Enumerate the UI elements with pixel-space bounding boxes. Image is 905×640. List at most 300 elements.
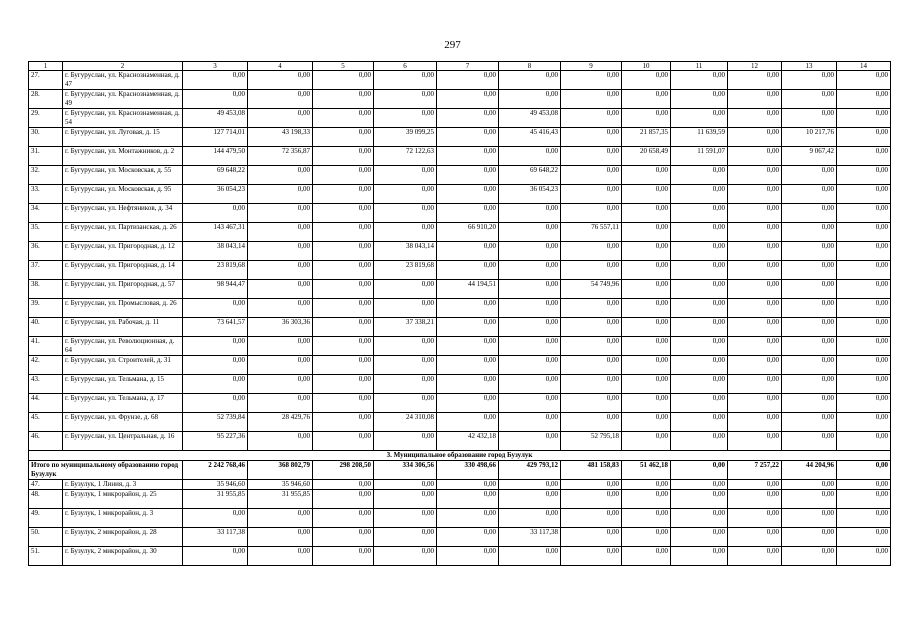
row-number: 40. <box>29 318 63 337</box>
value-cell: 0,00 <box>248 261 313 280</box>
value-cell: 0,00 <box>499 432 561 451</box>
column-number: 6 <box>374 62 437 71</box>
row-number: 39. <box>29 299 63 318</box>
value-cell: 44 194,51 <box>437 280 499 299</box>
value-cell: 0,00 <box>499 480 561 490</box>
value-cell: 0,00 <box>437 71 499 90</box>
value-cell: 0,00 <box>728 547 782 566</box>
value-cell: 0,00 <box>561 480 622 490</box>
value-cell: 0,00 <box>561 547 622 566</box>
address-cell: г. Бугуруслан, ул. Московская, д. 55 <box>63 166 183 185</box>
row-number: 30. <box>29 128 63 147</box>
value-cell: 0,00 <box>561 71 622 90</box>
value-cell: 0,00 <box>671 280 728 299</box>
value-cell: 0,00 <box>837 147 891 166</box>
value-cell: 0,00 <box>437 413 499 432</box>
value-cell: 0,00 <box>561 90 622 109</box>
value-cell: 0,00 <box>622 166 671 185</box>
value-cell: 0,00 <box>313 432 374 451</box>
value-cell: 0,00 <box>248 242 313 261</box>
address-cell: г. Бугуруслан, ул. Строителей, д. 31 <box>63 356 183 375</box>
value-cell: 0,00 <box>671 261 728 280</box>
value-cell: 143 467,31 <box>183 223 248 242</box>
value-cell: 0,00 <box>183 509 248 528</box>
value-cell: 0,00 <box>561 337 622 356</box>
table-row <box>29 490 891 509</box>
value-cell: 0,00 <box>782 413 837 432</box>
value-cell: 0,00 <box>561 356 622 375</box>
row-number: 28. <box>29 90 63 109</box>
address-cell: г. Бугуруслан, ул. Пригородная, д. 12 <box>63 242 183 261</box>
value-cell: 0,00 <box>728 204 782 223</box>
value-cell: 20 658,49 <box>622 147 671 166</box>
value-cell: 0,00 <box>782 261 837 280</box>
value-cell: 0,00 <box>313 318 374 337</box>
total-value: 298 208,50 <box>313 461 374 480</box>
value-cell: 0,00 <box>622 480 671 490</box>
table-row <box>29 337 891 356</box>
address-cell: г. Бугуруслан, ул. Луговая, д. 15 <box>63 128 183 147</box>
row-number: 34. <box>29 204 63 223</box>
row-number: 45. <box>29 413 63 432</box>
address-cell: г. Бугуруслан, ул. Партизанская, д. 26 <box>63 223 183 242</box>
value-cell: 0,00 <box>499 90 561 109</box>
value-cell: 0,00 <box>671 509 728 528</box>
value-cell: 0,00 <box>561 261 622 280</box>
value-cell: 0,00 <box>728 528 782 547</box>
value-cell: 0,00 <box>622 318 671 337</box>
value-cell: 0,00 <box>374 71 437 90</box>
value-cell: 0,00 <box>782 528 837 547</box>
value-cell: 0,00 <box>728 413 782 432</box>
row-number: 43. <box>29 375 63 394</box>
value-cell: 0,00 <box>499 280 561 299</box>
value-cell: 31 955,85 <box>183 490 248 509</box>
value-cell: 0,00 <box>837 223 891 242</box>
value-cell: 0,00 <box>782 490 837 509</box>
value-cell: 0,00 <box>622 90 671 109</box>
value-cell: 0,00 <box>728 394 782 413</box>
value-cell: 0,00 <box>671 356 728 375</box>
value-cell: 0,00 <box>248 547 313 566</box>
column-number: 13 <box>782 62 837 71</box>
value-cell: 0,00 <box>622 375 671 394</box>
value-cell: 0,00 <box>561 242 622 261</box>
value-cell: 0,00 <box>313 394 374 413</box>
value-cell: 0,00 <box>248 337 313 356</box>
column-number: 4 <box>248 62 313 71</box>
value-cell: 0,00 <box>728 280 782 299</box>
column-number: 7 <box>437 62 499 71</box>
value-cell: 0,00 <box>313 166 374 185</box>
value-cell: 0,00 <box>374 509 437 528</box>
value-cell: 0,00 <box>671 185 728 204</box>
value-cell: 0,00 <box>248 375 313 394</box>
value-cell: 0,00 <box>782 109 837 128</box>
value-cell: 0,00 <box>728 490 782 509</box>
value-cell: 72 122,63 <box>374 147 437 166</box>
value-cell: 33 117,38 <box>183 528 248 547</box>
value-cell: 0,00 <box>622 185 671 204</box>
address-cell: г. Бугуруслан, ул. Фрунзе, д. 68 <box>63 413 183 432</box>
value-cell: 0,00 <box>183 90 248 109</box>
value-cell: 0,00 <box>499 71 561 90</box>
value-cell: 0,00 <box>622 413 671 432</box>
value-cell: 0,00 <box>728 147 782 166</box>
value-cell: 0,00 <box>622 394 671 413</box>
value-cell: 0,00 <box>499 394 561 413</box>
value-cell: 0,00 <box>622 71 671 90</box>
value-cell: 0,00 <box>782 337 837 356</box>
value-cell: 0,00 <box>837 280 891 299</box>
value-cell: 0,00 <box>437 204 499 223</box>
table-row <box>29 528 891 547</box>
value-cell: 0,00 <box>313 509 374 528</box>
value-cell: 0,00 <box>374 185 437 204</box>
value-cell: 36 303,36 <box>248 318 313 337</box>
value-cell: 0,00 <box>671 547 728 566</box>
value-cell: 0,00 <box>782 356 837 375</box>
value-cell: 66 910,20 <box>437 223 499 242</box>
value-cell: 0,00 <box>561 128 622 147</box>
value-cell: 0,00 <box>248 204 313 223</box>
total-value: 44 204,96 <box>782 461 837 480</box>
address-cell: г. Бугуруслан, ул. Революционная, д. 64 <box>63 337 183 356</box>
value-cell: 0,00 <box>728 432 782 451</box>
value-cell: 43 198,33 <box>248 128 313 147</box>
value-cell: 0,00 <box>313 109 374 128</box>
value-cell: 0,00 <box>313 528 374 547</box>
value-cell: 0,00 <box>313 204 374 223</box>
value-cell: 0,00 <box>313 280 374 299</box>
table-row <box>29 109 891 128</box>
value-cell: 0,00 <box>437 356 499 375</box>
value-cell: 0,00 <box>561 299 622 318</box>
value-cell: 0,00 <box>671 337 728 356</box>
address-cell: г. Бугуруслан, ул. Краснознаменная, д. 49 <box>63 90 183 109</box>
value-cell: 0,00 <box>437 490 499 509</box>
address-cell: г. Бугуруслан, ул. Тельмана, д. 17 <box>63 394 183 413</box>
value-cell: 0,00 <box>728 318 782 337</box>
address-cell: г. Бузулук, 2 микрорайон, д. 30 <box>63 547 183 566</box>
column-number: 8 <box>499 62 561 71</box>
total-value: 0,00 <box>671 461 728 480</box>
value-cell: 0,00 <box>782 242 837 261</box>
value-cell: 0,00 <box>622 261 671 280</box>
table-row <box>29 509 891 528</box>
value-cell: 0,00 <box>374 375 437 394</box>
row-number: 48. <box>29 490 63 509</box>
value-cell: 72 356,87 <box>248 147 313 166</box>
value-cell: 0,00 <box>837 375 891 394</box>
value-cell: 0,00 <box>437 509 499 528</box>
value-cell: 24 310,08 <box>374 413 437 432</box>
table-row <box>29 318 891 337</box>
value-cell: 0,00 <box>782 375 837 394</box>
value-cell: 0,00 <box>248 432 313 451</box>
value-cell: 0,00 <box>671 90 728 109</box>
value-cell: 0,00 <box>374 280 437 299</box>
value-cell: 0,00 <box>837 109 891 128</box>
value-cell: 0,00 <box>728 109 782 128</box>
value-cell: 0,00 <box>671 413 728 432</box>
value-cell: 0,00 <box>374 299 437 318</box>
value-cell: 0,00 <box>313 128 374 147</box>
value-cell: 0,00 <box>437 318 499 337</box>
value-cell: 0,00 <box>782 280 837 299</box>
value-cell: 0,00 <box>183 204 248 223</box>
value-cell: 0,00 <box>183 356 248 375</box>
value-cell: 69 648,22 <box>499 166 561 185</box>
value-cell: 0,00 <box>728 185 782 204</box>
value-cell: 37 338,21 <box>374 318 437 337</box>
value-cell: 0,00 <box>437 147 499 166</box>
value-cell: 0,00 <box>782 318 837 337</box>
row-number: 33. <box>29 185 63 204</box>
value-cell: 0,00 <box>561 413 622 432</box>
value-cell: 0,00 <box>671 109 728 128</box>
row-number: 41. <box>29 337 63 356</box>
value-cell: 10 217,76 <box>782 128 837 147</box>
value-cell: 0,00 <box>728 166 782 185</box>
value-cell: 0,00 <box>183 71 248 90</box>
value-cell: 0,00 <box>782 223 837 242</box>
value-cell: 0,00 <box>561 185 622 204</box>
value-cell: 0,00 <box>728 261 782 280</box>
value-cell: 0,00 <box>622 432 671 451</box>
column-number-row <box>29 62 891 71</box>
column-number: 14 <box>837 62 891 71</box>
table-row <box>29 166 891 185</box>
value-cell: 36 054,23 <box>499 185 561 204</box>
row-number: 51. <box>29 547 63 566</box>
table-row <box>29 432 891 451</box>
value-cell: 21 857,35 <box>622 128 671 147</box>
value-cell: 0,00 <box>183 394 248 413</box>
address-cell: г. Бугуруслан, ул. Московская, д. 95 <box>63 185 183 204</box>
value-cell: 0,00 <box>248 185 313 204</box>
address-cell: г. Бугуруслан, ул. Пригородная, д. 14 <box>63 261 183 280</box>
value-cell: 0,00 <box>782 166 837 185</box>
value-cell: 0,00 <box>728 223 782 242</box>
value-cell: 0,00 <box>437 394 499 413</box>
value-cell: 0,00 <box>622 547 671 566</box>
table-row <box>29 356 891 375</box>
value-cell: 0,00 <box>671 394 728 413</box>
value-cell: 73 641,57 <box>183 318 248 337</box>
table-row <box>29 547 891 566</box>
value-cell: 0,00 <box>622 280 671 299</box>
value-cell: 0,00 <box>313 261 374 280</box>
column-number: 5 <box>313 62 374 71</box>
table-row <box>29 299 891 318</box>
value-cell: 0,00 <box>782 185 837 204</box>
value-cell: 0,00 <box>499 261 561 280</box>
column-number: 12 <box>728 62 782 71</box>
value-cell: 0,00 <box>374 480 437 490</box>
value-cell: 0,00 <box>782 90 837 109</box>
value-cell: 127 714,01 <box>183 128 248 147</box>
value-cell: 0,00 <box>561 318 622 337</box>
value-cell: 0,00 <box>374 490 437 509</box>
value-cell: 0,00 <box>728 90 782 109</box>
value-cell: 0,00 <box>837 90 891 109</box>
row-number: 47. <box>29 480 63 490</box>
value-cell: 0,00 <box>499 375 561 394</box>
table-row <box>29 71 891 90</box>
address-cell: г. Бугуруслан, ул. Пригородная, д. 57 <box>63 280 183 299</box>
value-cell: 0,00 <box>437 261 499 280</box>
value-cell: 0,00 <box>499 223 561 242</box>
value-cell: 0,00 <box>313 547 374 566</box>
value-cell: 0,00 <box>728 509 782 528</box>
column-number: 3 <box>183 62 248 71</box>
value-cell: 0,00 <box>313 242 374 261</box>
value-cell: 0,00 <box>837 128 891 147</box>
value-cell: 0,00 <box>248 280 313 299</box>
value-cell: 0,00 <box>782 432 837 451</box>
value-cell: 0,00 <box>837 204 891 223</box>
address-cell: г. Бузулук, 1 микрорайон, д. 25 <box>63 490 183 509</box>
total-value: 334 306,56 <box>374 461 437 480</box>
row-number: 42. <box>29 356 63 375</box>
value-cell: 0,00 <box>837 71 891 90</box>
value-cell: 0,00 <box>561 204 622 223</box>
value-cell: 0,00 <box>313 413 374 432</box>
row-number: 37. <box>29 261 63 280</box>
value-cell: 0,00 <box>622 242 671 261</box>
value-cell: 0,00 <box>622 509 671 528</box>
value-cell: 0,00 <box>499 490 561 509</box>
value-cell: 0,00 <box>837 185 891 204</box>
value-cell: 0,00 <box>248 109 313 128</box>
value-cell: 0,00 <box>437 480 499 490</box>
section-heading-row <box>29 451 891 461</box>
value-cell: 0,00 <box>374 547 437 566</box>
column-number: 2 <box>63 62 183 71</box>
value-cell: 0,00 <box>437 128 499 147</box>
value-cell: 0,00 <box>313 71 374 90</box>
value-cell: 0,00 <box>374 528 437 547</box>
table-row <box>29 394 891 413</box>
total-value: 330 498,66 <box>437 461 499 480</box>
value-cell: 0,00 <box>837 337 891 356</box>
value-cell: 0,00 <box>374 432 437 451</box>
value-cell: 0,00 <box>248 356 313 375</box>
value-cell: 54 749,96 <box>561 280 622 299</box>
value-cell: 0,00 <box>728 356 782 375</box>
value-cell: 42 432,18 <box>437 432 499 451</box>
row-number: 50. <box>29 528 63 547</box>
value-cell: 0,00 <box>837 261 891 280</box>
value-cell: 0,00 <box>837 242 891 261</box>
value-cell: 0,00 <box>671 299 728 318</box>
value-cell: 0,00 <box>437 109 499 128</box>
value-cell: 0,00 <box>313 223 374 242</box>
value-cell: 11 639,59 <box>671 128 728 147</box>
column-number: 1 <box>29 62 63 71</box>
value-cell: 0,00 <box>782 480 837 490</box>
address-cell: г. Бугуруслан, ул. Краснознаменная, д. 54 <box>63 109 183 128</box>
address-cell: г. Бугуруслан, ул. Промысловая, д. 26 <box>63 299 183 318</box>
row-number: 38. <box>29 280 63 299</box>
value-cell: 0,00 <box>671 490 728 509</box>
value-cell: 0,00 <box>837 166 891 185</box>
value-cell: 0,00 <box>313 480 374 490</box>
value-cell: 49 453,08 <box>499 109 561 128</box>
value-cell: 98 944,47 <box>183 280 248 299</box>
address-cell: г. Бугуруслан, ул. Краснознаменная, д. 47 <box>63 71 183 90</box>
value-cell: 0,00 <box>671 480 728 490</box>
value-cell: 0,00 <box>374 166 437 185</box>
value-cell: 0,00 <box>728 299 782 318</box>
column-number: 11 <box>671 62 728 71</box>
value-cell: 0,00 <box>561 394 622 413</box>
value-cell: 0,00 <box>837 432 891 451</box>
value-cell: 9 067,42 <box>782 147 837 166</box>
table-row <box>29 185 891 204</box>
row-number: 36. <box>29 242 63 261</box>
address-cell: г. Бугуруслан, ул. Рабочая, д. 11 <box>63 318 183 337</box>
value-cell: 0,00 <box>437 547 499 566</box>
value-cell: 0,00 <box>782 547 837 566</box>
value-cell: 35 946,60 <box>248 480 313 490</box>
value-cell: 0,00 <box>437 166 499 185</box>
table-row <box>29 147 891 166</box>
row-number: 35. <box>29 223 63 242</box>
value-cell: 0,00 <box>671 318 728 337</box>
total-value: 7 257,22 <box>728 461 782 480</box>
value-cell: 0,00 <box>437 185 499 204</box>
total-value: 368 802,79 <box>248 461 313 480</box>
value-cell: 0,00 <box>313 185 374 204</box>
value-cell: 0,00 <box>671 242 728 261</box>
total-value: 481 158,83 <box>561 461 622 480</box>
value-cell: 0,00 <box>183 337 248 356</box>
value-cell: 0,00 <box>671 166 728 185</box>
value-cell: 0,00 <box>248 528 313 547</box>
value-cell: 0,00 <box>728 242 782 261</box>
value-cell: 28 429,76 <box>248 413 313 432</box>
value-cell: 33 117,38 <box>499 528 561 547</box>
value-cell: 0,00 <box>183 547 248 566</box>
value-cell: 0,00 <box>313 356 374 375</box>
table-row <box>29 280 891 299</box>
value-cell: 0,00 <box>437 242 499 261</box>
value-cell: 0,00 <box>499 318 561 337</box>
value-cell: 0,00 <box>622 109 671 128</box>
value-cell: 0,00 <box>499 242 561 261</box>
value-cell: 0,00 <box>622 204 671 223</box>
value-cell: 0,00 <box>782 71 837 90</box>
value-cell: 0,00 <box>561 109 622 128</box>
table-row <box>29 204 891 223</box>
value-cell: 0,00 <box>313 375 374 394</box>
value-cell: 0,00 <box>837 413 891 432</box>
value-cell: 0,00 <box>837 528 891 547</box>
address-cell: г. Бугуруслан, ул. Тельмана, д. 15 <box>63 375 183 394</box>
value-cell: 144 479,50 <box>183 147 248 166</box>
address-cell: г. Бугуруслан, ул. Центральная, д. 16 <box>63 432 183 451</box>
total-value: 429 793,12 <box>499 461 561 480</box>
value-cell: 39 099,25 <box>374 128 437 147</box>
value-cell: 0,00 <box>561 509 622 528</box>
value-cell: 0,00 <box>837 318 891 337</box>
value-cell: 0,00 <box>437 375 499 394</box>
value-cell: 0,00 <box>561 166 622 185</box>
value-cell: 0,00 <box>837 299 891 318</box>
value-cell: 0,00 <box>561 490 622 509</box>
